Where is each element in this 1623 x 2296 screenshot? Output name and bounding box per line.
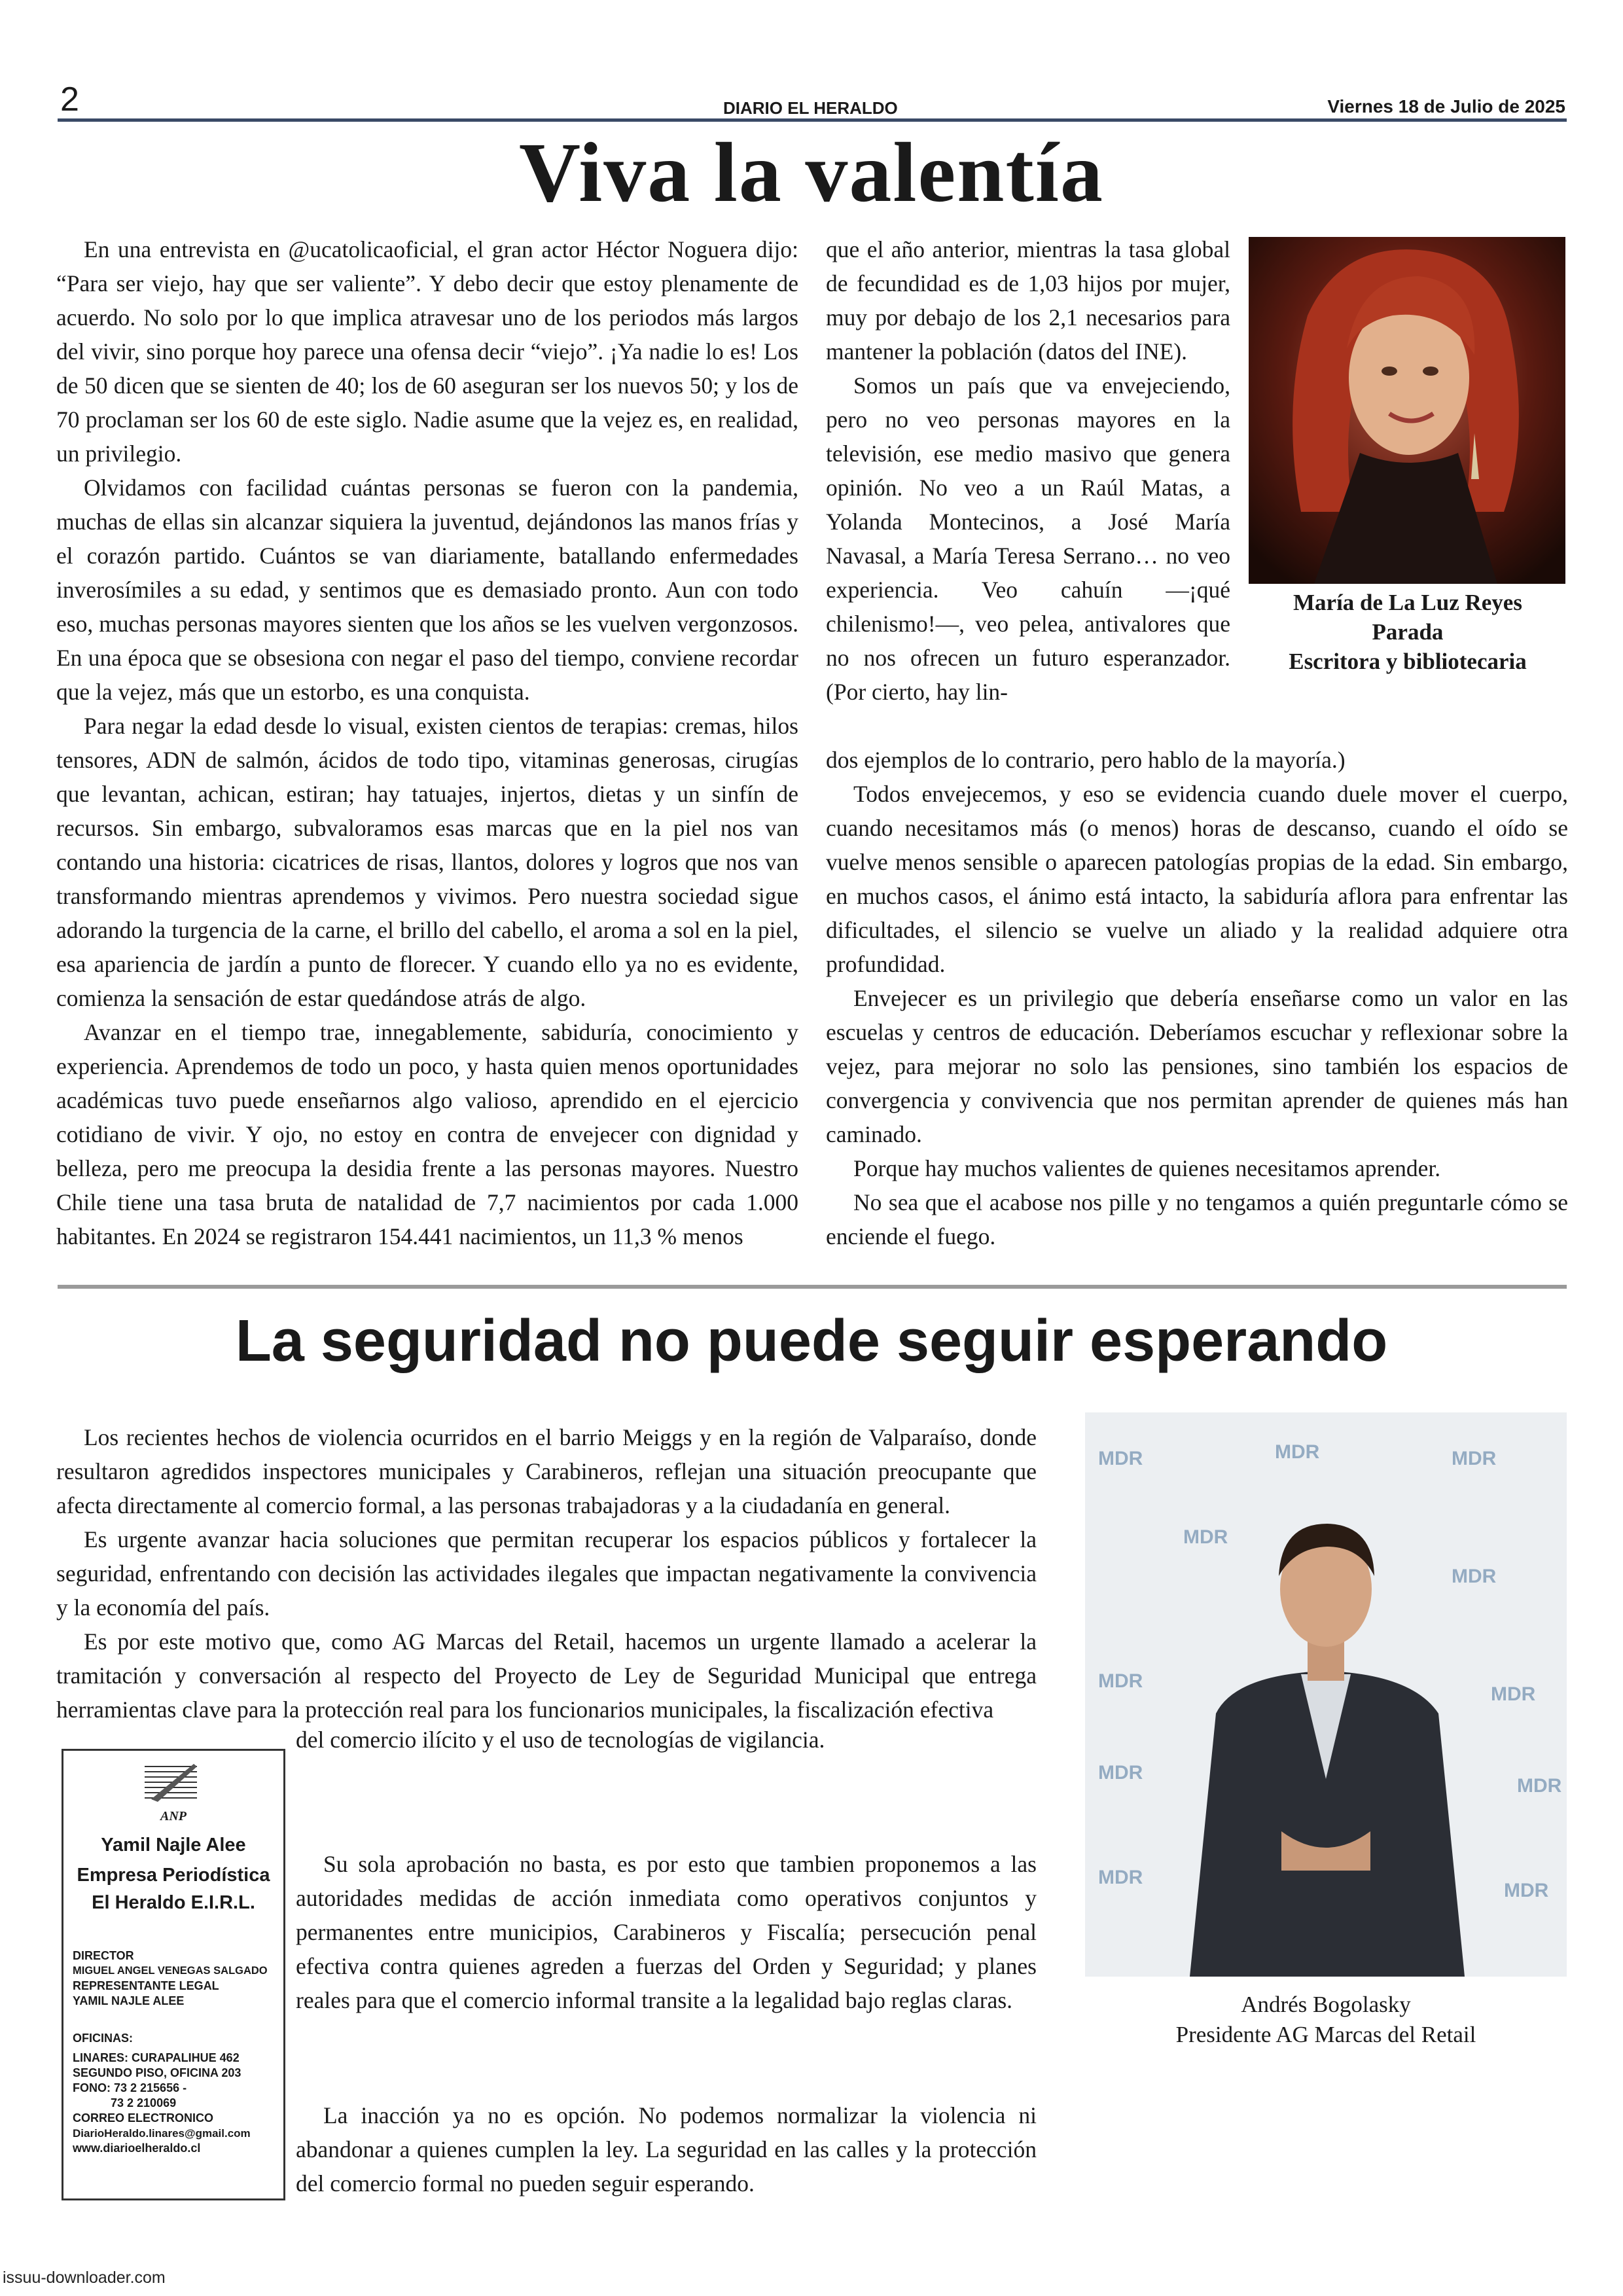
- article-body-continuation: [296, 1723, 1037, 1757]
- article-paragraph-continuation: dos ejemplos de lo contrario, pero hablo de la mayoría.): [826, 747, 1346, 773]
- offices-address-line1: LINARES: CURAPALIHUE 462: [73, 2051, 240, 2064]
- backdrop-logo: MDR: [1098, 1448, 1143, 1469]
- article-paragraph: No sea que el acabose nos pille y no tengamos a quién preguntarle cómo se enciende el fuego.: [826, 1189, 1568, 1249]
- article-paragraph: La inacción ya no es opción. No podemos normalizar la violencia ni abandonar a quienes cumplen la ley. La seguridad en las calles y la protección del comercio formal no pueden seguir esperando.: [296, 2102, 1037, 2197]
- article-paragraph: Olvidamos con facilidad cuántas personas se fueron con la pandemia, muchas de ellas sin alcanzar siquiera la juventud, dejándonos las manos frías y el corazón partido. Cuántos se van diariamente, batallando enfermedades inverosímiles a su edad, y sentimos que es demasiado pronto. Aun con todo eso, muchas personas mayores sienten que los años se les vuelven vergonzosos. En una época que se obsesiona con negar el paso del tiempo, conviene recordar que la vejez, más que un estorbo, es una conquista.: [56, 475, 798, 705]
- author-photo: [1085, 1412, 1567, 1977]
- legal-rep-name: YAMIL NAJLE ALEE: [73, 1994, 185, 2007]
- article-paragraph: Es por este motivo que, como AG Marcas del Retail, hacemos un urgente llamado a acelerar la tramitación y conversación al respecto del Proyecto de Ley de Seguridad Municipal que entrega herramientas clave para la protección real para los funcionarios municipales, la fiscalización efectiva: [56, 1628, 1037, 1723]
- article-title: Viva la valentía: [519, 126, 1104, 220]
- article-paragraph: Todos envejecemos, y eso se evidencia cuando duele mover el cuerpo, cuando necesitamos más (o menos) horas de descanso, cuando el oído se vuelve menos sensible o aparecen patologías propias de la edad. Sin embargo, en muchos casos, el ánimo está intacto, la sabiduría aflora para enfrentar las dificultades, el silencio se vuelve un aliado y la realidad adquiere otra profundidad.: [826, 781, 1568, 977]
- site-watermark: issuu-downloader.com: [3, 2269, 166, 2287]
- author-name: Andrés Bogolasky: [1241, 1992, 1411, 2017]
- director-name: MIGUEL ANGEL VENEGAS SALGADO: [73, 1965, 268, 1977]
- newspaper-name: DIARIO EL HERALDO: [723, 98, 898, 118]
- backdrop-logo: MDR: [1098, 1670, 1143, 1692]
- author-portrait-illustration: [1249, 237, 1565, 584]
- article-paragraph-continuation: que el año anterior, mientras la tasa global de fecundidad es de 1,03 hijos por mujer, muy por debajo de los 2,1 necesarios para mantener la población (datos del INE).: [826, 236, 1230, 365]
- backdrop-logo: MDR: [1504, 1880, 1549, 1901]
- article-body-top: [56, 1420, 1037, 1727]
- backdrop-logo: MDR: [1452, 1566, 1497, 1587]
- staff-box: [62, 1749, 285, 2200]
- article-body-bottom: [296, 2098, 1037, 2200]
- article-paragraph-continuation: del comercio ilícito y el uso de tecnologías de vigilancia.: [296, 1727, 825, 1753]
- author-role: Escritora y bibliotecaria: [1289, 649, 1527, 674]
- section-divider: [58, 1285, 1567, 1289]
- anp-logo: [132, 1760, 215, 1825]
- backdrop-logo: MDR: [1275, 1441, 1320, 1463]
- offices-address-line2: SEGUNDO PISO, OFICINA 203: [73, 2066, 241, 2079]
- backdrop-logo: MDR: [1183, 1526, 1228, 1548]
- director-label: DIRECTOR: [73, 1949, 134, 1962]
- article-body-middle: [296, 1847, 1037, 2017]
- header-rule: [58, 118, 1567, 122]
- article-title: La seguridad no puede seguir esperando: [235, 1308, 1388, 1374]
- backdrop-logo: MDR: [1098, 1867, 1143, 1888]
- backdrop-logo: MDR: [1452, 1448, 1497, 1469]
- article-paragraph: Los recientes hechos de violencia ocurridos en el barrio Meiggs y en la región de Valparaíso, donde resultaron agredidos inspectores municipales y Carabineros, reflejan una situación preocupante que afecta directamente al comercio formal, a las personas trabajadoras y a la ciudadanía en general.: [56, 1424, 1037, 1518]
- company-name-line1: Empresa Periodística: [77, 1865, 270, 1886]
- page-number: 2: [60, 81, 79, 118]
- article-paragraph: Somos un país que va envejeciendo, pero no veo personas mayores en la televisión, ese medio masivo que genera opinión. No veo a un Raúl Matas, a Yolanda Montecinos, a José María Navasal, a María Teresa Serrano… no veo experiencia. Veo cahuín —¡qué chilenismo!—, veo pelea, antivalores que no nos ofrecen un futuro esperanzador. (Por cierto, hay lin-: [826, 372, 1230, 705]
- article-paragraph: Envejecer es un privilegio que debería enseñarse como un valor en las escuelas y centros de educación. Deberíamos escuchar y reflexionar sobre la vejez, para mejorar no solo las pensiones, sino también los espacios de convergencia y convivencia que nos permitan aprender de quienes más han caminado.: [826, 985, 1568, 1147]
- author-portrait-illustration: [1085, 1412, 1567, 1977]
- owner-name: Yamil Najle Alee: [101, 1835, 246, 1856]
- author-photo: [1249, 237, 1565, 584]
- company-name-line2: El Heraldo E.I.R.L.: [92, 1892, 255, 1913]
- author-role: Presidente AG Marcas del Retail: [1175, 2022, 1476, 2047]
- article-paragraph: Avanzar en el tiempo trae, innegablemente, sabiduría, conocimiento y experiencia. Aprendemos de todo un poco, y hasta quien menos oportunidades académicas tuvo puede enseñarnos algo valioso, aprendido en el ejercicio cotidiano de vivir. Y ojo, no estoy en contra de envejecer con dignidad y belleza, pero me preocupa la desidia frente a las personas mayores. Nuestro Chile tiene una tasa bruta de natalidad de 7,7 nacimientos por cada 1.000 habitantes. En 2024 se registraron 154.441 nacimientos, un 11,3 % menos: [56, 1019, 798, 1249]
- article-paragraph: Porque hay muchos valientes de quienes necesitamos aprender.: [853, 1155, 1441, 1181]
- author-caption: [1085, 1990, 1567, 2050]
- author-caption: [1255, 588, 1560, 676]
- anp-logo-icon: [132, 1760, 215, 1807]
- phone-line1: FONO: 73 2 215656 -: [73, 2081, 187, 2094]
- legal-rep-label: REPRESENTANTE LEGAL: [73, 1979, 219, 1992]
- backdrop-logo: MDR: [1517, 1775, 1562, 1797]
- backdrop-logo: MDR: [1491, 1683, 1536, 1705]
- phone-line2: 73 2 210069: [111, 2096, 177, 2109]
- article-right-column-bottom: [826, 743, 1568, 1253]
- email-label: CORREO ELECTRONICO: [73, 2111, 214, 2125]
- issue-date: Viernes 18 de Julio de 2025: [1327, 96, 1565, 117]
- email-link[interactable]: DiarioHeraldo.linares@gmail.com: [73, 2127, 251, 2140]
- article-paragraph: Para negar la edad desde lo visual, existen cientos de terapias: cremas, hilos tensores, ADN de salmón, ácidos de todo tipo, vitaminas generosas, cirugías que levantan, achican, estiran; hay tatuajes, injertos, dietas y un sinfín de recursos. Sin embargo, subvaloramos esas marcas que en la piel nos van contando una historia: cicatrices de risas, llantos, dolores y logros que nos van transformando mientras aprendemos y vivimos. Pero nuestra sociedad sigue adorando la turgencia de la carne, el brillo del cabello, el aroma a sol en la piel, esa apariencia de jardín a punto de florecer. Y cuando ello ya no es evidente, comienza la sensación de estar quedándose atrás de algo.: [56, 713, 798, 1011]
- author-name: María de La Luz Reyes: [1293, 590, 1522, 615]
- offices-label: OFICINAS:: [73, 2032, 133, 2045]
- backdrop-logo: MDR: [1098, 1762, 1143, 1784]
- article-paragraph: Es urgente avanzar hacia soluciones que permitan recuperar los espacios públicos y fortalecer la seguridad, enfrentando con decisión las actividades ilegales que impactan negativamente la convivencia y la economía del país.: [56, 1526, 1037, 1621]
- article-paragraph: En una entrevista en @ucatolicaoficial, el gran actor Héctor Noguera dijo: “Para ser viejo, hay que ser valiente”. Y debo decir que estoy plenamente de acuerdo. No solo por lo que implica atravesar uno de los periodos más largos del vivir, sino porque hoy parece una ofensa decir “viejo”. ¡Ya nadie lo es! Los de 50 dicen que se sienten de 40; los de 60 aseguran ser los nuevos 50; y los de 70 proclaman ser los 60 de este siglo. Nadie asume que la vejez es, en realidad, un privilegio.: [56, 236, 798, 467]
- article-paragraph: Su sola aprobación no basta, es por esto que tambien proponemos a las autoridades medidas de acción inmediata como operativos conjuntos y permanentes entre municipios, Carabineros y Fiscalía; persecución penal efectiva contra quienes agreden a fuerzas del Orden y Seguridad; y planes reales para que el comercio informal transite a la legalidad bajo reglas claras.: [296, 1851, 1037, 2013]
- article-left-column: [56, 232, 798, 1253]
- website-link[interactable]: www.diarioelheraldo.cl: [73, 2142, 201, 2155]
- article-right-column-top: [826, 232, 1230, 709]
- anp-logo-text: ANP: [160, 1809, 187, 1823]
- author-surname: Parada: [1372, 619, 1444, 645]
